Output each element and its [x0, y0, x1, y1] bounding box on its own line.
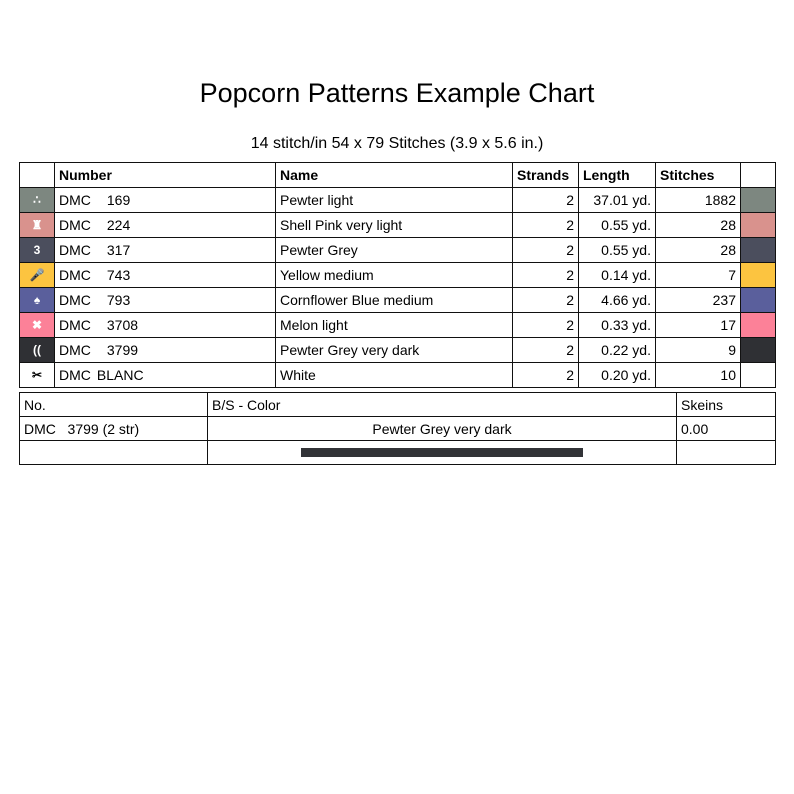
floss-brand: DMC [59, 342, 91, 358]
floss-name: Shell Pink very light [276, 213, 513, 238]
floss-strands: 2 [513, 188, 579, 213]
floss-row [20, 338, 776, 363]
floss-stitches: 17 [656, 313, 741, 338]
floss-name: Pewter Grey [276, 238, 513, 263]
floss-code: 169 [106, 192, 131, 208]
floss-length: 0.33 yd. [579, 313, 656, 338]
bs-line-cell [208, 441, 677, 465]
spade-icon: ♠ [20, 288, 55, 313]
bs-color-name: Pewter Grey very dark [208, 417, 677, 441]
microphone-icon: 🎤 [20, 263, 55, 288]
floss-header-row [20, 163, 776, 188]
floss-code: 3799 [106, 342, 139, 358]
color-swatch [741, 263, 776, 288]
floss-number [55, 213, 276, 238]
dots-triangle-icon: ∴ [20, 188, 55, 213]
floss-row [20, 263, 776, 288]
floss-strands: 2 [513, 213, 579, 238]
floss-name: Pewter light [276, 188, 513, 213]
strands-header: Strands [513, 163, 579, 188]
floss-length: 0.55 yd. [579, 213, 656, 238]
chart-title: Popcorn Patterns Example Chart [199, 78, 595, 108]
floss-length: 37.01 yd. [579, 188, 656, 213]
floss-stitches: 28 [656, 238, 741, 263]
backstitch-line-sample [301, 448, 583, 457]
bs-color-header: B/S - Color [208, 393, 677, 417]
floss-stitches: 1882 [656, 188, 741, 213]
bs-skeins-header: Skeins [677, 393, 776, 417]
floss-brand: DMC [59, 242, 91, 258]
floss-code: 793 [106, 292, 131, 308]
floss-row [20, 213, 776, 238]
floss-number [55, 363, 276, 388]
backstitch-row [20, 417, 776, 441]
swatch-header [741, 163, 776, 188]
number-three-icon: 3 [20, 238, 55, 263]
floss-row [20, 363, 776, 388]
floss-length: 0.55 yd. [579, 238, 656, 263]
floss-code: 224 [106, 217, 131, 233]
floss-brand: DMC [59, 292, 91, 308]
bs-skeins: 0.00 [677, 417, 776, 441]
floss-row [20, 238, 776, 263]
floss-length: 0.22 yd. [579, 338, 656, 363]
floss-strands: 2 [513, 363, 579, 388]
x-flower-icon: ✖ [20, 313, 55, 338]
floss-code: 317 [106, 242, 131, 258]
signal-waves-icon: (( [20, 338, 55, 363]
bs-number: DMC 3799 (2 str) [20, 417, 208, 441]
length-header: Length [579, 163, 656, 188]
backstitch-table [19, 392, 776, 465]
color-swatch [741, 213, 776, 238]
floss-code: 3708 [106, 317, 139, 333]
backstitch-header-row [20, 393, 776, 417]
floss-stitches: 7 [656, 263, 741, 288]
floss-strands: 2 [513, 263, 579, 288]
floss-stitches: 10 [656, 363, 741, 388]
chart-subtitle: 14 stitch/in 54 x 79 Stitches (3.9 x 5.6 in.) [250, 135, 544, 152]
floss-length: 0.14 yd. [579, 263, 656, 288]
stitches-header: Stitches [656, 163, 741, 188]
color-swatch [741, 363, 776, 388]
floss-stitches: 28 [656, 213, 741, 238]
floss-strands: 2 [513, 288, 579, 313]
color-swatch [741, 338, 776, 363]
floss-brand: DMC [59, 367, 91, 383]
floss-name: Cornflower Blue medium [276, 288, 513, 313]
floss-number [55, 338, 276, 363]
floss-brand: DMC [59, 317, 91, 333]
number-header: Number [55, 163, 276, 188]
floss-strands: 2 [513, 238, 579, 263]
color-swatch [741, 188, 776, 213]
floss-name: Yellow medium [276, 263, 513, 288]
floss-number [55, 313, 276, 338]
floss-stitches: 237 [656, 288, 741, 313]
floss-table [19, 162, 776, 388]
floss-code: 743 [106, 267, 131, 283]
bs-empty-cell [20, 441, 208, 465]
floss-brand: DMC [59, 192, 91, 208]
floss-row [20, 313, 776, 338]
floss-brand: DMC [59, 217, 91, 233]
floss-brand: DMC [59, 267, 91, 283]
floss-stitches: 9 [656, 338, 741, 363]
floss-length: 4.66 yd. [579, 288, 656, 313]
bs-no-header: No. [20, 393, 208, 417]
color-swatch [741, 313, 776, 338]
color-swatch [741, 238, 776, 263]
floss-name: White [276, 363, 513, 388]
floss-strands: 2 [513, 313, 579, 338]
floss-number [55, 188, 276, 213]
scissors-icon: ✂ [20, 363, 55, 388]
color-swatch [741, 288, 776, 313]
floss-name: Melon light [276, 313, 513, 338]
floss-row [20, 188, 776, 213]
name-header: Name [276, 163, 513, 188]
floss-number [55, 238, 276, 263]
figure-icon: ♜ [20, 213, 55, 238]
floss-strands: 2 [513, 338, 579, 363]
floss-number [55, 263, 276, 288]
bs-empty-cell [677, 441, 776, 465]
floss-length: 0.20 yd. [579, 363, 656, 388]
floss-number [55, 288, 276, 313]
floss-name: Pewter Grey very dark [276, 338, 513, 363]
floss-code: BLANC [96, 367, 144, 383]
backstitch-line-row [20, 441, 776, 465]
symbol-header [20, 163, 55, 188]
floss-row [20, 288, 776, 313]
